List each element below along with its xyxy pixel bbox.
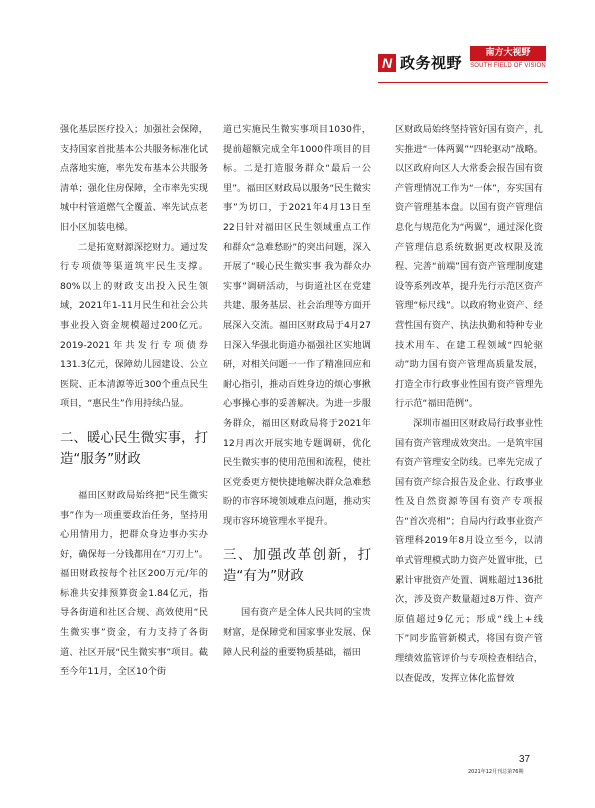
magazine-brand: 政务视野 [400, 54, 463, 72]
section-heading: 二、暖心民生微实事，打造“服务”财政 [60, 430, 208, 467]
section-heading: 三、加强改革创新，打造“有为”财政 [223, 548, 371, 585]
paragraph: 深圳市福田区财政局行政事业性国有资产管理成效突出。一是筑牢国有资产管理安全防线。已率先完成了国有资产综合报告及企业、行政事业性及自然资源等国有资产专项报告“首次亮相”；自局内行政事业资产管理科2019年8月设立至今，以清单式管理模式助力资产处置审批，已累计审批资产处置、调账超过136批次，涉及资产数量超过8万件、资产原值超过9亿元；形成“线上+线下”同步监管新模式，将国有资产管理绩效监管评价与专项检查相结合，以查促改，发挥立体化监督效 [395, 417, 543, 684]
text-column-3 [395, 120, 543, 688]
paragraph: 区财政局始终坚持管好国有资产，扎实推进“一体两翼”“四轮驱动”战略。以区政府向区人大常委会报告国有资产管理情况工作为“一体”，夯实国有资产管理基本盘。以国有资产管理信息化与规范化为“两翼”，通过深化资产管理信息系统数据更改权限及流程、完善“前端”国有资产管理制度建设等系列改革，提升先行示范区资产管理“标尺线”。以政府物业资产、经营性国有资产、执法执勤和特种专业技术用车、在建工程领域“四轮驱动”助力国有资产管理高质量发展，打造全市行政事业性国有资产管理先行示范“福田范例”。 [395, 124, 543, 410]
page-number: 37 [519, 754, 531, 765]
magazine-logo-icon: N [378, 54, 396, 72]
section-subtitle: SOUTH FIELD OF VISION [470, 63, 546, 69]
page-header [378, 44, 548, 80]
paragraph: 国有资产是全体人民共同的宝贵财富，是保障党和国家事业发展、保障人民利益的重要物质基础，福田 [223, 607, 371, 658]
section-tag: 南方大视野 [470, 46, 546, 61]
text-column-2 [223, 120, 371, 662]
header-divider [378, 82, 548, 83]
issue-info: 2021年12月刊总第76期 [468, 769, 524, 775]
text-column-1 [60, 120, 208, 682]
paragraph: 强化基层医疗投入；加强社会保障，支持国家首批基本公共服务标准化试点落地实施，率先发布基本公共服务清单；强化住房保障，全市率先实现城中村管道燃气全覆盖、率先试点老旧小区加装电梯。 [60, 124, 208, 233]
paragraph: 二是拓宽财源深挖财力。通过发行专项债等渠道筑牢民生支撑。80%以上的财政支出投入民生领域，2021年1-11月民生和社会公共事业投入资金规模超过200亿元。2019-2021年共发行专项债券131.3亿元，保障幼儿园建设、公立医院、正本清源等近300个重点民生项目，“惠民生”作用持续凸显。 [60, 241, 208, 410]
paragraph: 福田区财政局始终把“民生微实事”作为一项重要政治任务，坚持用心用情用力，把群众身边事办实办好，确保每一分钱都用在“刀刃上”。福田财政按每个社区200万元/年的标准共安排预算资金1.84亿元，指导各街道和社区合规、高效使用“民生微实事”资金，有力支持了各街道、社区开展“民生微实事”项目。截至今年11月，全区10个街 [60, 489, 208, 678]
paragraph: 道已实施民生微实事项目1030件，提前超额完成全年1000件项目的目标。二是打造服务群众“最后一公里”。福田区财政局以服务“民生微实事”为切口，于2021年4月13日至22日针对福田区民生领域重点工作和群众“急难愁盼”的突出问题，深入开展了“暖心民生微实事 我为群众办实事”调研活动，与街道社区在党建共建、服务基层、社会治理等方面开展深入交流。福田区财政局于4月27日深入华强北街道办福强社区实地调研，对相关问题一一作了精准回应和耐心指引，推动百姓身边的烦心事揪心事操心事的妥善解决。为进一步服务群众，福田区财政局将于2021年12月再次开展实地专题调研，优化民生微实事的使用范围和流程，使社区党委更方便快捷地解决群众急难愁盼的市容环境领域难点问题，推动实现市容环境管理水平提升。 [223, 124, 371, 527]
